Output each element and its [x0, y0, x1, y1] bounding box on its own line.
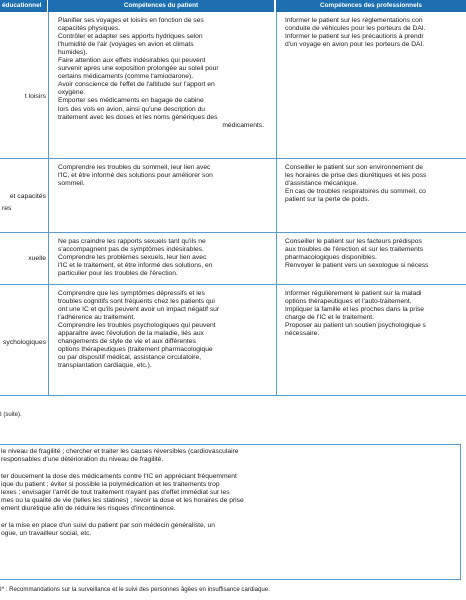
table-caption: I (suite).: [0, 412, 22, 418]
row-professionals-cell: Conseiller le patient sur son environnement de les horaires de prise des diurétiques et les poss d'assistance mécanique. En cas de troubles respiratoires du sommeil, co patient sur la perte de poids.: [276, 159, 466, 232]
header-professional-skills: Compétences des professionnels: [276, 0, 466, 12]
recommendations-box: le niveau de fragilité ; chercher et traiter les causes réversibles (cardiovasculaire responsables d'une détérioration du niveau de fragilité. ter doucement la dose des médicaments contre l'IC en appréciant fréquemment ique du patient ; éviter si possible la polymédication et les traitements trop lexes ; envisager l'arrêt de tout traitement n'ayant pas d'effet immédiat sur les mes ou la qualité de vie (telles les statines) ; revoir la dose et les horaires de prise ement diurétique afin de réduire les risques d'incontinence. er la mise en place d'un suivi du patient par son médecin généraliste, un ogue, un travailleur social, etc.: [0, 444, 461, 580]
table-row: [0, 12, 466, 159]
figure-footnote: I* : Recommandations sur la surveillance et le suivi des personnes âgées en insuffisance cardiaque.: [0, 586, 270, 593]
row-professionals-cell: Conseiller le patient sur les facteurs prédispos aux troubles de l'érection et sur les traitements pharmacologiques disponibles. Renvoyer le patient vers un sexologue si nécess: [276, 233, 466, 284]
header-topic: éducationnel: [0, 0, 47, 12]
header-patient-skills: Compétences du patient: [48, 0, 274, 12]
row-professionals-cell: Informer le patient sur les réglementations con conduite de véhicules pour les porteurs de DAI. Informer le patient sur les précautions à prendr d'un voyage en avion pour les porteurs de DAI.: [276, 12, 466, 158]
row-patient-cell: Comprendre que les symptômes dépressifs et les troubles cognitifs sont fréquents chez les patients qui ont une IC et qu'ils peuvent avoir un impact négatif sur l'adhérence au traitement. Comprendre les troubles psychologiques qui peuvent apparaître avec l'évolution de la maladie, liés aux changements de style de vie et aux différentes options thérapeutiques (traitement pharmacologique ou par dispositif médical, assistance circulatoire, transplantation cardiaque, etc.).: [48, 285, 275, 395]
row-topic: t loisirs: [24, 93, 46, 100]
table-row: [0, 159, 466, 233]
row-professionals-cell: Informer régulièrement le patient sur la maladi options thérapeutiques et l'auto-traitement. Impliquer la famille et les proches dans la prise charge de l'IC et le traitement. Proposer au patient un soutien psychologique s nécessaire.: [276, 285, 466, 395]
row-patient-cell: Planifier ses voyages et loisirs en fonction de ses capacités physiques. Contrôler et adapter ses apports hydriques selon l'humidité de l'air (voyages en avion et climats humides). Faire attention aux effets indésirables qui peuvent survenir après une exposition prolongée au soleil pour certains médicaments (comme l'amiodarone). Avoir conscience de l'effet de l'altitude sur l'apport en oxygène. Emporter ses médicaments en bagage de cabine lors des vols en avion, ainsi qu'une description du traitement avec les doses et les noms génériques des médicaments.: [48, 12, 275, 158]
row-patient-cell: Ne pas craindre les rapports sexuels tant qu'ils ne s'accompagnent pas de symptômes indésirables. Comprendre les problèmes sexuels, leur lien avec l'IC et le traitement, et être informé des solutions, en particulier pour les troubles de l'érection.: [48, 233, 275, 284]
table-row: [0, 285, 466, 396]
row-topic: sychologiques: [2, 339, 46, 346]
table-row: [0, 233, 466, 285]
row-topic: et capacités res: [2, 193, 46, 212]
row-patient-cell: Comprendre les troubles du sommeil, leur lien avec l'IC, et être informé des solutions pour améliorer son sommeil.: [48, 159, 275, 232]
row-topic: xuelle: [28, 255, 46, 262]
